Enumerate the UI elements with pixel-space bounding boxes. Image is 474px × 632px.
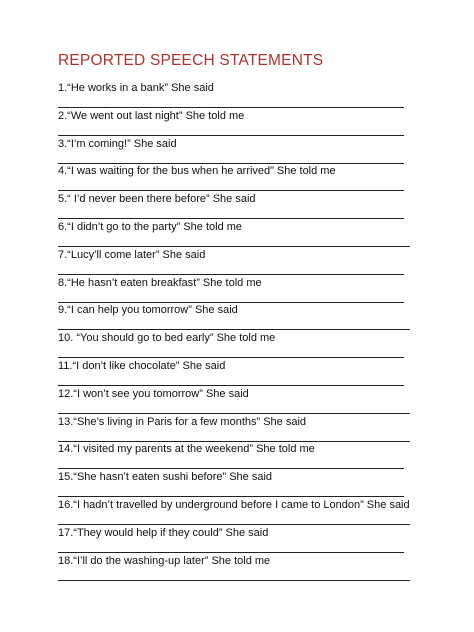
exercise-sentence: 7.“Lucy’ll come later” She said (58, 248, 206, 261)
exercise-item (58, 441, 414, 469)
exercise-sentence: 15.“She hasn’t eaten sushi before” She said (58, 471, 273, 484)
exercise-item (58, 497, 414, 525)
exercise-item (58, 553, 414, 581)
exercise-sentence: 6.“I didn’t go to the party” She told me (58, 220, 243, 233)
exercise-sentence: 3.“I’m coming!” She said (58, 137, 177, 150)
exercise-sentence: 13.“She’s living in Paris for a few months” She said (58, 415, 307, 428)
exercise-item (58, 136, 414, 164)
exercise-sentence: 18.“I’ll do the washing-up later” She told me (58, 554, 271, 567)
exercise-item (58, 219, 414, 247)
exercise-sentence: 12.“I won’t see you tomorrow” She said (58, 387, 249, 400)
exercise-item (58, 386, 414, 414)
exercise-sentence: 10. “You should go to bed early” She told me (58, 332, 276, 345)
exercise-sentence: 1.“He works in a bank” She said (58, 82, 214, 94)
exercise-sentence: 11.“I don’t like chocolate” She said (58, 359, 226, 372)
exercise-list (58, 80, 414, 580)
exercise-sentence: 8.“He hasn’t eaten breakfast” She told me (58, 276, 262, 289)
exercise-item (58, 275, 414, 303)
exercise-sentence: 2.“We went out last night” She told me (58, 109, 245, 122)
page-title: REPORTED SPEECH STATEMENTS (58, 52, 324, 69)
exercise-sentence: 17.“They would help if they could” She said (58, 526, 269, 539)
exercise-sentence: 16.“I hadn’t travelled by underground before I came to London” She said (58, 498, 410, 511)
exercise-item (58, 163, 414, 191)
exercise-item (58, 358, 414, 386)
answer-line[interactable] (58, 580, 410, 581)
exercise-item (58, 108, 414, 136)
exercise-sentence: 5.“ I’d never been there before” She said (58, 193, 256, 206)
exercise-item (58, 247, 414, 275)
exercise-item (58, 525, 414, 553)
exercise-item (58, 414, 414, 442)
exercise-item (58, 302, 414, 330)
exercise-item (58, 80, 414, 108)
exercise-item (58, 469, 414, 497)
exercise-sentence: 14.“I visited my parents at the weekend” She told me (58, 443, 315, 456)
exercise-item (58, 330, 414, 358)
exercise-sentence: 9.“I can help you tomorrow” She said (58, 304, 238, 317)
exercise-item (58, 191, 414, 219)
exercise-sentence: 4.“I was waiting for the bus when he arrived” She told me (58, 165, 336, 178)
